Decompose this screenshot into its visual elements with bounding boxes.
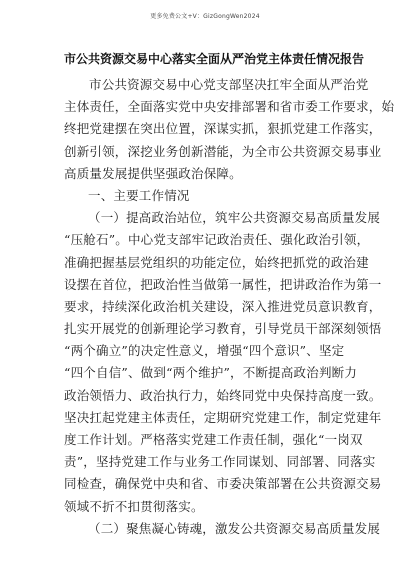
paragraph-line: 高质量发展提供坚强政治保障。 [64, 165, 242, 181]
paragraph-line: 要求，持续深化政治机关建设，深入推进党员意识教育， [64, 298, 382, 314]
paragraph-line: 终把党建摆在突出位置，深谋实抓，狠抓党建工作落实， [64, 121, 382, 137]
paragraph-line: 市公共资源交易中心党支部坚决扛牢全面从严治党 [89, 77, 369, 92]
paragraph-line: 同检查，确保党中央和省、市委决策部署在公共资源交易 [64, 476, 382, 492]
section-heading: 一、主要工作情况 [88, 187, 190, 203]
paragraph-line: 领域不折不扣贯彻落实。 [64, 498, 204, 514]
subsection-heading-line: （二）聚焦凝心铸魂，激发公共资源交易高质量发展 [88, 520, 381, 536]
paragraph-line: 坚决扛起党建主体责任，定期研究党建工作，制定党建年 [64, 409, 382, 425]
document-title: 市公共资源交易中心落实全面从严治党主体责任情况报告 [63, 52, 364, 66]
paragraph-line: 准确把握基层党组织的功能定位，始终把抓党的政治建 [64, 254, 369, 270]
paragraph-line: 主体责任，全面落实党中央安排部署和省市委工作要求，始 [64, 99, 395, 115]
paragraph-line: 扎实开展党的创新理论学习教育，引导党员干部深刻领悟 [64, 321, 382, 337]
header-watermark: 更多免费公文+V：GizGongWen2024 [150, 13, 260, 20]
document-body [64, 74, 395, 540]
subsection-heading-line: （一）提高政治站位，筑牢公共资源交易高质量发展 [88, 210, 381, 226]
paragraph-line: “压舱石”。中心党支部牢记政治责任、强化政治引领， [64, 232, 370, 248]
paragraph-line: 政治领悟力、政治执行力，始终同党中央保持高度一致。 [64, 387, 382, 403]
paragraph-line: “两个确立”的决定性意义，增强“四个意识”、坚定 [64, 343, 345, 359]
paragraph-line: 创新引领，深挖业务创新潜能，为全市公共资源交易事业 [64, 143, 382, 159]
paragraph-line: 度工作计划。严格落实党建工作责任制，强化“一岗双 [64, 432, 363, 447]
paragraph-line: “四个自信”、做到“两个维护”，不断提高政治判断力 [64, 365, 358, 381]
paragraph-line: 设摆在首位，把政治性当做第一属性，把讲政治作为第一 [64, 276, 382, 292]
paragraph-line: 责”，坚持党建工作与业务工作同谋划、同部署、同落实 [64, 454, 376, 470]
